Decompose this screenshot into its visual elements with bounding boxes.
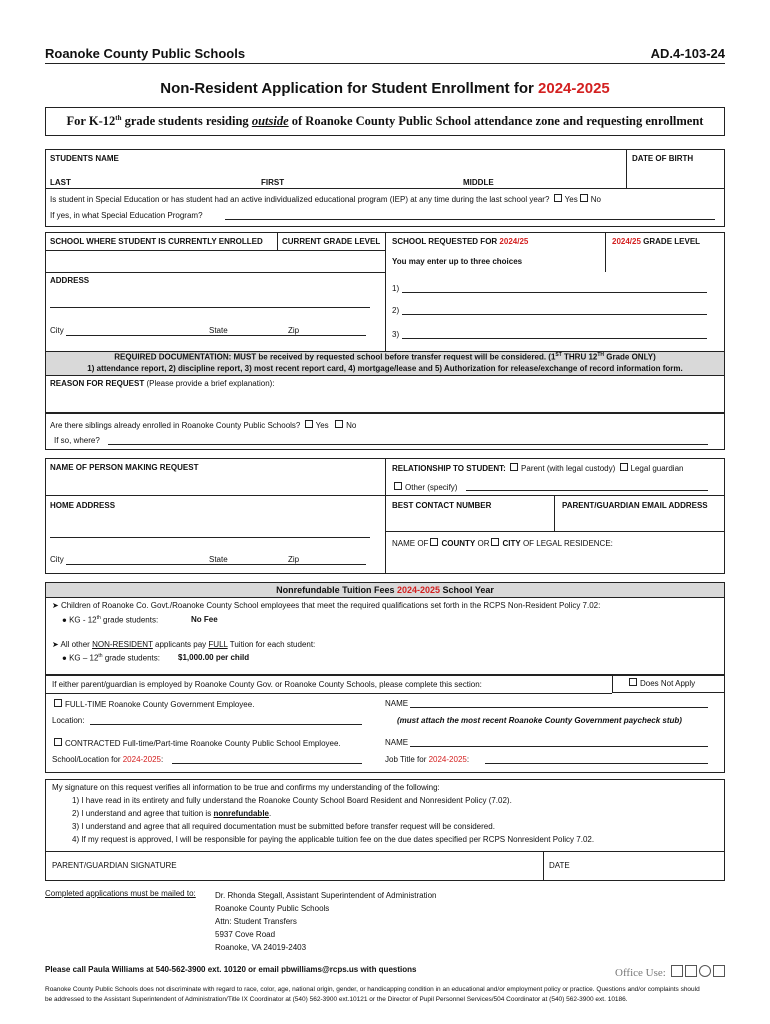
required-docs-sup2: TH	[597, 352, 605, 358]
choice-2-field[interactable]	[402, 314, 707, 315]
document-code: AD.4-103-24	[650, 46, 725, 61]
school-location-pre: School/Location for	[52, 755, 123, 764]
siblings-yes-checkbox[interactable]	[305, 420, 313, 428]
school-divider-2	[385, 232, 386, 352]
contracted-name-field[interactable]	[410, 746, 708, 747]
contact-line: Please call Paula Williams at 540-562-3900 ext. 10120 or email pbwilliams@rcps.us with questions	[45, 965, 417, 974]
subtitle-post: of Roanoke County Public School attendance zone and requesting enrollment	[288, 114, 704, 129]
page-title	[0, 80, 770, 97]
requested-grade-year: 2024/25	[612, 237, 641, 246]
siblings-no-checkbox[interactable]	[335, 420, 343, 428]
mailing-label: Completed applications must be mailed to:	[45, 889, 196, 898]
fulltime-name-field[interactable]	[410, 707, 708, 708]
parent-row-rule-1	[45, 495, 725, 496]
contact-number-label: BEST CONTACT NUMBER	[392, 501, 492, 510]
fee-item-1-sub	[62, 615, 158, 625]
required-docs-line1	[45, 352, 725, 362]
fee-item-2-sub-sup: th	[98, 653, 103, 659]
fee-item-2-full: FULL	[208, 640, 228, 649]
paycheck-note: (must attach the most recent Roanoke County Government paycheck stub)	[397, 716, 682, 725]
fees-title-year: 2024-2025	[396, 585, 441, 595]
school-location-field[interactable]	[172, 763, 362, 764]
other-checkbox[interactable]	[394, 482, 402, 490]
or-label: OR	[477, 539, 490, 548]
required-docs-line2: 1) attendance report, 2) discipline report, 3) most recent report card, 4) mortgage/lease and 5) Authorization for release/exchange of record information form.	[87, 364, 683, 373]
fee-item-1-text: Children of Roanoke Co. Govt./Roanoke County School employees that meet the required qualifications set forth in the RCPS Non-Resident Policy 7.02:	[60, 601, 601, 610]
choice-2-label: 2)	[392, 306, 400, 315]
mailing-line-2: Roanoke County Public Schools	[215, 904, 330, 913]
fee-item-1-sub-pre: KG - 12	[69, 615, 97, 625]
school-divider-1	[277, 232, 278, 250]
mailing-line-5: Roanoke, VA 24019-2403	[215, 943, 307, 952]
city-option-label: CITY	[502, 539, 521, 548]
fees-title	[45, 585, 725, 595]
header-rule	[45, 63, 725, 64]
contact-divider	[554, 495, 555, 531]
legal-residence-row	[392, 538, 613, 548]
school-location-year: 2024-2025	[122, 755, 161, 764]
fee-item-2-mid: applicants pay	[152, 640, 209, 649]
requested-grade-text: GRADE LEVEL	[640, 237, 701, 246]
fee-item-2-amount: $1,000.00 per child	[178, 653, 250, 662]
choice-1-label: 1)	[392, 284, 400, 293]
parent-row-rule-2	[385, 531, 725, 532]
signature-rule	[45, 851, 725, 852]
disclaimer-line-2: be addressed to the Assistant Superintendent of Administration/Title IX Coordinator at (540) 562-3900 ext.10121 or the Director of Pupil Personnel Services/504 Coordinator at (540) 562-3900 ext. 10186.	[45, 996, 628, 1003]
fee-item-1-sub-post: grade students:	[100, 615, 159, 625]
location-field[interactable]	[90, 724, 362, 725]
required-docs-sup1: ST	[555, 352, 562, 358]
mailing-line-4: 5937 Cove Road	[215, 930, 276, 939]
fee-item-1	[52, 601, 600, 610]
subtitle-pre: For K-12	[66, 114, 116, 129]
bullet-icon: ●	[62, 615, 70, 625]
office-use	[615, 965, 725, 979]
siblings-question-text: Are there siblings already enrolled in Roanoke County Public Schools?	[50, 421, 301, 430]
iep-question	[50, 194, 601, 204]
home-address-field[interactable]	[50, 537, 370, 538]
employment-intro-rule	[45, 693, 612, 694]
fulltime-name-label: NAME	[385, 699, 409, 708]
reason-label-text: REASON FOR REQUEST	[50, 379, 145, 388]
siblings-question	[50, 420, 356, 430]
fee-item-1-amount: No Fee	[191, 615, 218, 624]
required-docs-text: REQUIRED DOCUMENTATION: MUST be received by requested school before transfer request will be considered. (1	[114, 352, 556, 362]
requested-school-text: SCHOOL REQUESTED FOR	[392, 237, 500, 246]
siblings-where-label: If so, where?	[54, 436, 100, 445]
contracted-row	[52, 738, 341, 748]
office-circle	[699, 965, 711, 977]
required-docs-end: Grade ONLY)	[604, 352, 656, 362]
requested-school-label	[392, 237, 528, 246]
school-header-rule	[45, 250, 385, 251]
fee-item-2-pre: All other	[60, 640, 93, 649]
iep-program-field[interactable]	[225, 219, 715, 220]
relationship-label: RELATIONSHIP TO STUDENT:	[392, 464, 506, 473]
requested-grade-label	[612, 237, 700, 246]
office-use-label: Office Use:	[615, 967, 666, 979]
school-city-field[interactable]	[66, 335, 366, 336]
middle-name-label: MIDDLE	[463, 178, 494, 187]
fee-item-2-post: Tuition for each student:	[227, 640, 316, 649]
signature-intro: My signature on this request verifies all information to be true and confirms my understanding of the following:	[52, 783, 440, 792]
iep-no-checkbox[interactable]	[580, 194, 588, 202]
fee-item-2	[52, 640, 315, 649]
choice-3-label: 3)	[392, 330, 400, 339]
first-name-label: FIRST	[261, 178, 285, 187]
job-title-label: Job Title for 2024-2025:	[385, 755, 470, 764]
fee-item-2-sub-post: grade students:	[102, 653, 160, 663]
signature-item-2-text: 2) I understand and agree that tuition is	[72, 809, 214, 818]
required-docs-mid: THRU 12	[561, 352, 598, 362]
title-text: Non-Resident Application for Student Enrollment for	[160, 80, 539, 97]
fees-title-post: School Year	[440, 585, 494, 595]
school-state-label: State	[209, 326, 228, 335]
fee-item-2-sub	[62, 653, 160, 663]
mailing-line-1: Dr. Rhonda Stegall, Assistant Superintendent of Administration	[215, 891, 437, 900]
parent-option-label: Parent (with legal custody)	[521, 464, 616, 473]
employment-intro: If either parent/guardian is employed by Roanoke County Gov. or Roanoke County Schools, please complete this section:	[52, 680, 482, 689]
email-label: PARENT/GUARDIAN EMAIL ADDRESS	[562, 501, 708, 510]
iep-question-text: Is student in Special Education or has student had an active individualized educational program (IEP) at any time during the last school year?	[50, 195, 550, 204]
signature-item-3: 3) I understand and agree that all required documentation must be submitted before transfer request will be considered.	[72, 822, 495, 831]
siblings-yes-label: Yes	[315, 421, 329, 430]
location-label: Location:	[52, 716, 85, 725]
fulltime-checkbox[interactable]	[54, 699, 62, 707]
does-not-apply-label: Does Not Apply	[640, 679, 696, 688]
residence-post: OF LEGAL RESIDENCE:	[522, 539, 613, 548]
home-address-label: HOME ADDRESS	[50, 501, 116, 510]
parent-checkbox[interactable]	[510, 463, 518, 471]
fee-item-1-sub-sup: th	[96, 615, 101, 621]
county-label: COUNTY	[441, 539, 476, 548]
siblings-no-label: No	[346, 421, 357, 430]
other-row	[392, 482, 457, 492]
parent-divider	[385, 458, 386, 574]
dob-label: DATE OF BIRTH	[632, 154, 694, 163]
residence-pre: NAME OF	[392, 539, 429, 548]
mailing-line-3: Attn: Student Transfers	[215, 917, 297, 926]
office-box-3	[713, 965, 725, 977]
job-title-field[interactable]	[485, 763, 708, 764]
student-name-label: STUDENTS NAME	[50, 154, 119, 163]
choices-note: You may enter up to three choices	[392, 257, 523, 266]
contracted-name-label: NAME	[385, 738, 409, 747]
school-city-label: City	[50, 326, 64, 335]
school-location-label: School/Location for 2024-2025:	[52, 755, 164, 764]
nonrefundable-text: nonrefundable	[213, 809, 269, 818]
iep-yes-label: Yes	[564, 195, 578, 204]
job-title-pre: Job Title for	[385, 755, 429, 764]
iep-yes-checkbox[interactable]	[554, 194, 562, 202]
school-address-field[interactable]	[50, 307, 370, 308]
requested-school-year: 2024/25	[499, 237, 529, 246]
relationship-row	[392, 463, 683, 473]
choice-1-field[interactable]	[402, 292, 707, 293]
requester-name-label: NAME OF PERSON MAKING REQUEST	[50, 463, 199, 472]
contracted-checkbox[interactable]	[54, 738, 62, 746]
siblings-where-field[interactable]	[108, 444, 708, 445]
school-zip-label: Zip	[288, 326, 300, 335]
guardian-option-label: Legal guardian	[630, 464, 684, 473]
home-zip-label: Zip	[288, 555, 300, 564]
guardian-checkbox[interactable]	[620, 463, 628, 471]
job-title-year: 2024-2025	[428, 755, 467, 764]
current-school-label: SCHOOL WHERE STUDENT IS CURRENTLY ENROLLED	[50, 237, 263, 246]
subtitle	[45, 114, 725, 129]
choice-3-field[interactable]	[402, 338, 707, 339]
office-box-2	[685, 965, 697, 977]
iep-no-label: No	[590, 195, 601, 204]
school-address-label: ADDRESS	[50, 276, 90, 285]
subtitle-emph: outside	[251, 114, 289, 129]
fulltime-label: FULL-TIME Roanoke County Government Employee.	[65, 700, 255, 709]
fee-item-2-sub-pre: KG – 12	[69, 653, 99, 663]
signature-divider	[543, 851, 544, 881]
contracted-label: CONTRACTED Full-time/Part-time Roanoke County Public School Employee.	[65, 739, 341, 748]
other-option-label: Other (specify)	[405, 483, 458, 492]
office-box-1	[671, 965, 683, 977]
iep-program-label: If yes, in what Special Education Program?	[50, 211, 203, 220]
mailing-address	[215, 889, 436, 954]
other-specify-field[interactable]	[466, 490, 708, 491]
student-row-rule	[45, 188, 725, 189]
arrow-icon: ➤	[52, 601, 61, 610]
school-row-rule	[45, 272, 385, 273]
fulltime-row	[52, 699, 254, 709]
subtitle-sup: th	[115, 114, 122, 122]
fee-item-2-nonresident: NON-RESIDENT	[92, 640, 153, 649]
signature-item-1: 1) I have read in its entirety and fully understand the Roanoke County School Board Resident and Nonresident Policy (7.02).	[72, 796, 512, 805]
home-city-label: City	[50, 555, 64, 564]
does-not-apply	[627, 678, 695, 688]
home-city-field[interactable]	[66, 564, 366, 565]
date-label: DATE	[549, 861, 570, 870]
fees-title-pre: Nonrefundable Tuition Fees	[276, 585, 397, 595]
arrow-icon: ➤	[52, 640, 61, 649]
title-year: 2024-2025	[538, 80, 610, 97]
dob-divider	[626, 149, 627, 188]
reason-label	[50, 379, 275, 388]
county-checkbox[interactable]	[430, 538, 438, 546]
does-not-apply-checkbox[interactable]	[629, 678, 637, 686]
last-name-label: LAST	[50, 178, 71, 187]
home-state-label: State	[209, 555, 228, 564]
district-name: Roanoke County Public Schools	[45, 46, 246, 61]
signature-label: PARENT/GUARDIAN SIGNATURE	[52, 861, 177, 870]
bullet-icon: ●	[62, 653, 70, 663]
current-grade-label: CURRENT GRADE LEVEL	[282, 237, 381, 246]
school-divider-3	[605, 232, 606, 272]
signature-item-2: 2) I understand and agree that tuition is nonrefundable.	[72, 809, 272, 818]
signature-item-4: 4) If my request is approved, I will be responsible for paying the applicable tuition fee on the due dates specified per RCPS Nonresident Policy 7.02.	[72, 835, 595, 844]
reason-hint: (Please provide a brief explanation):	[144, 379, 275, 388]
city-checkbox[interactable]	[491, 538, 499, 546]
subtitle-mid: grade students residing	[121, 114, 252, 129]
disclaimer-line-1: Roanoke County Public Schools does not discriminate with regard to race, color, age, national origin, gender, or handicapping condition in an educational and/or employment policy or practice. Questions and/or complaints should	[45, 986, 700, 993]
